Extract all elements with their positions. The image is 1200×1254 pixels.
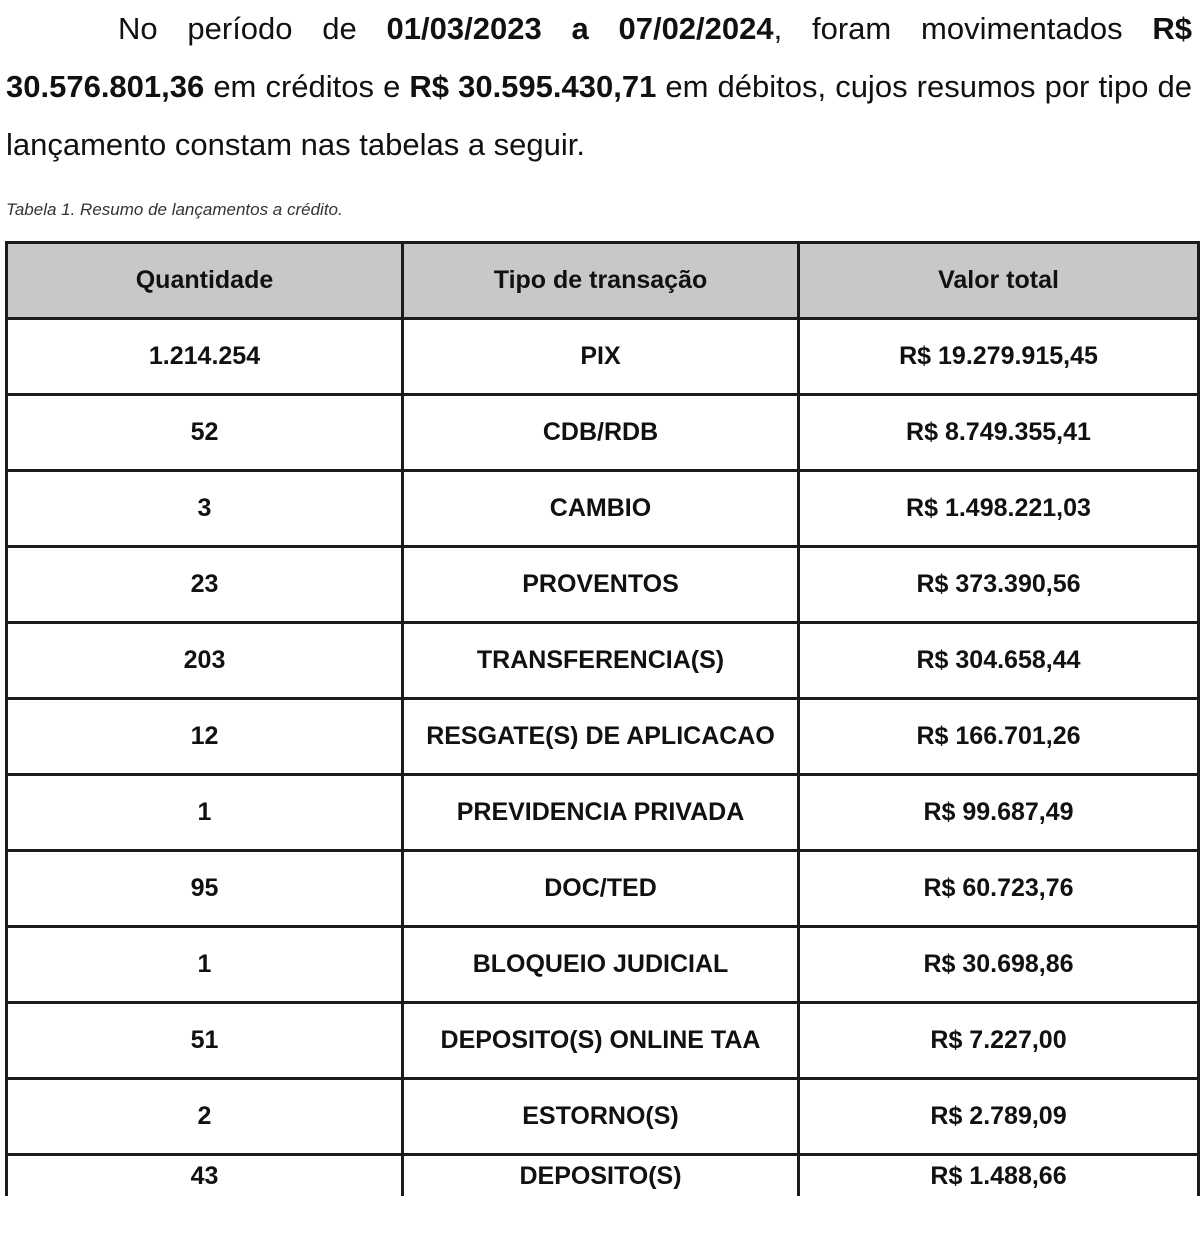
table-row: [7, 319, 1199, 395]
intro-text-4: em créditos e: [204, 69, 410, 104]
cell-quantidade: 51: [7, 1003, 403, 1079]
cell-quantidade: 1.214.254: [7, 319, 403, 395]
cell-valor: R$ 60.723,76: [799, 851, 1199, 927]
cell-quantidade: 43: [7, 1155, 403, 1197]
table-caption: Tabela 1. Resumo de lançamentos a crédito.: [6, 200, 343, 219]
table-row: [7, 471, 1199, 547]
intro-text-3: , foram movimentados: [773, 11, 1153, 46]
table-header-row: [7, 243, 1199, 319]
header-quantidade: Quantidade: [7, 243, 403, 319]
table-row: [7, 1003, 1199, 1079]
period-end: 07/02/2024: [618, 11, 774, 46]
cell-quantidade: 95: [7, 851, 403, 927]
cell-quantidade: 203: [7, 623, 403, 699]
cell-valor: R$ 8.749.355,41: [799, 395, 1199, 471]
cell-tipo: ESTORNO(S): [403, 1079, 799, 1155]
cell-quantidade: 23: [7, 547, 403, 623]
cell-valor: R$ 30.698,86: [799, 927, 1199, 1003]
cell-quantidade: 12: [7, 699, 403, 775]
table-row: [7, 1155, 1199, 1197]
table-row: [7, 775, 1199, 851]
intro-text-5: em débitos, cujos resumos por tipo de lançamento constam nas tabelas a seguir.: [6, 69, 1192, 162]
cell-tipo: RESGATE(S) DE APLICACAO: [403, 699, 799, 775]
cell-valor: R$ 2.789,09: [799, 1079, 1199, 1155]
cell-quantidade: 1: [7, 927, 403, 1003]
cell-quantidade: 3: [7, 471, 403, 547]
credits-total: R$ 30.576.801,36: [6, 11, 1192, 104]
table-row: [7, 623, 1199, 699]
cell-tipo: DEPOSITO(S) ONLINE TAA: [403, 1003, 799, 1079]
cell-tipo: PIX: [403, 319, 799, 395]
cell-quantidade: 1: [7, 775, 403, 851]
cell-tipo: PREVIDENCIA PRIVADA: [403, 775, 799, 851]
table-row: [7, 699, 1199, 775]
cell-quantidade: 2: [7, 1079, 403, 1155]
cell-valor: R$ 1.488,66: [799, 1155, 1199, 1197]
intro-text-2: a: [541, 11, 619, 46]
debits-total: R$ 30.595.430,71: [409, 69, 657, 104]
cell-tipo: DEPOSITO(S): [403, 1155, 799, 1197]
cell-valor: R$ 373.390,56: [799, 547, 1199, 623]
cell-tipo: PROVENTOS: [403, 547, 799, 623]
cell-tipo: CDB/RDB: [403, 395, 799, 471]
cell-valor: R$ 99.687,49: [799, 775, 1199, 851]
credit-summary-table: [5, 241, 1200, 1196]
table-row: [7, 927, 1199, 1003]
cell-tipo: CAMBIO: [403, 471, 799, 547]
cell-valor: R$ 304.658,44: [799, 623, 1199, 699]
table-row: [7, 851, 1199, 927]
intro-paragraph: [6, 0, 1192, 174]
table-row: [7, 395, 1199, 471]
header-valor: Valor total: [799, 243, 1199, 319]
period-start: 01/03/2023: [386, 11, 542, 46]
intro-text-1: No período de: [118, 11, 387, 46]
cell-valor: R$ 166.701,26: [799, 699, 1199, 775]
cell-quantidade: 52: [7, 395, 403, 471]
cell-valor: R$ 1.498.221,03: [799, 471, 1199, 547]
table-row: [7, 1079, 1199, 1155]
table-row: [7, 547, 1199, 623]
cell-valor: R$ 7.227,00: [799, 1003, 1199, 1079]
cell-tipo: TRANSFERENCIA(S): [403, 623, 799, 699]
cell-tipo: DOC/TED: [403, 851, 799, 927]
header-tipo: Tipo de transação: [403, 243, 799, 319]
cell-valor: R$ 19.279.915,45: [799, 319, 1199, 395]
cell-tipo: BLOQUEIO JUDICIAL: [403, 927, 799, 1003]
